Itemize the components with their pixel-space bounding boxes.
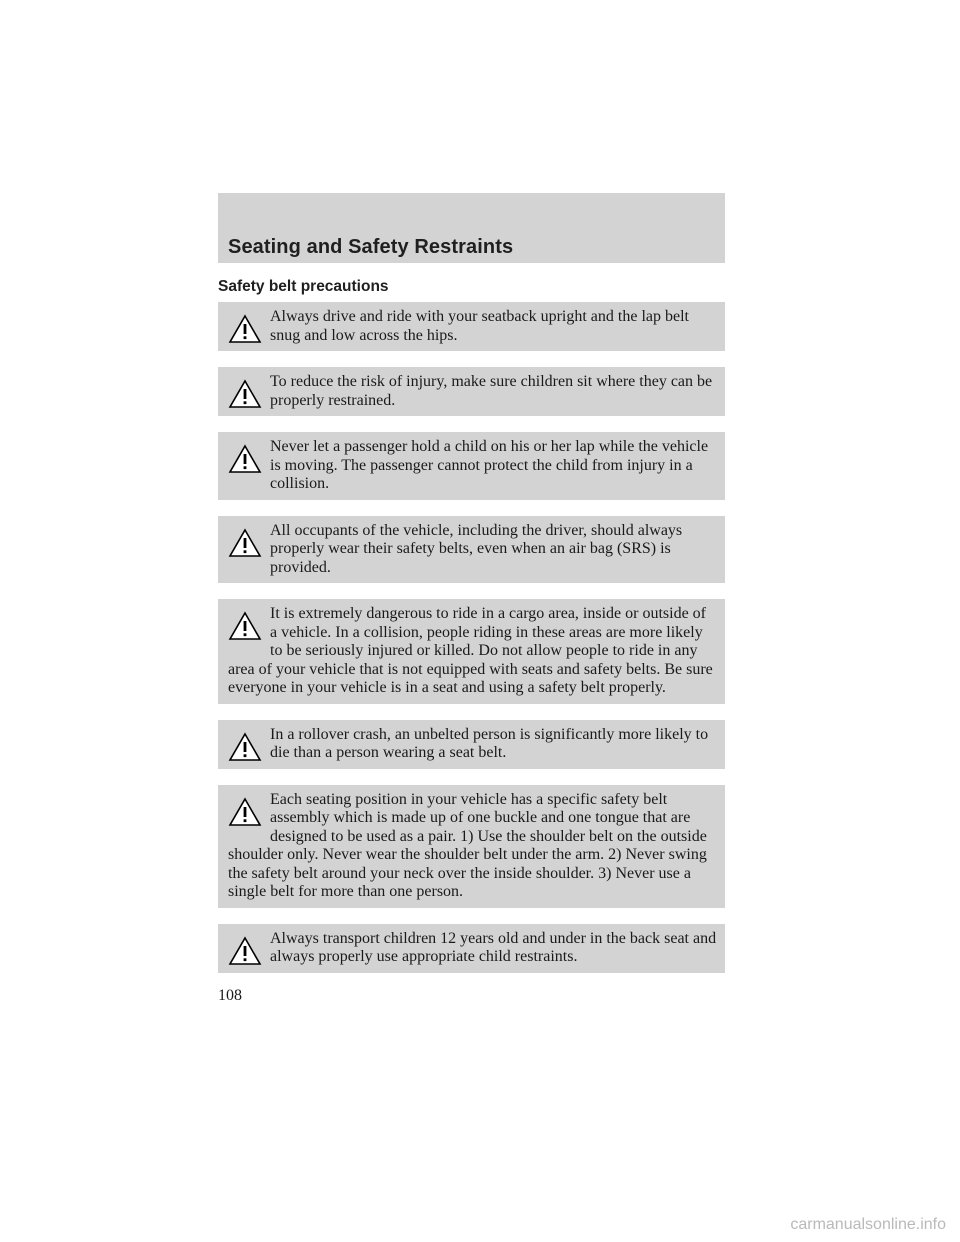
- warning-triangle-icon: [228, 528, 264, 560]
- warning-text: To reduce the risk of injury, make sure children sit where they can be properly restrained.: [270, 373, 713, 409]
- watermark[interactable]: carmanualsonline.info: [790, 1216, 946, 1233]
- warning-text: Each seating position in your vehicle has a specific safety belt assembly which is made up of one buckle and one tongue that are designed to be used as a pair. 1) Use the shoulder belt on the outside shoulder only. Never wear the shoulder belt under the arm. 2) Never swing the safety belt around your neck over the inside shoulder. 3) Never use a single belt for more than one person.: [228, 790, 707, 900]
- warning-text: It is extremely dangerous to ride in a cargo area, inside or outside of a vehicle. In a collision, people riding in these areas are more likely to be seriously injured or killed. Do not allow people to ride in any area of your vehicle that is not equipped with seats and safety belts. Be sure everyone in your vehicle is in a seat and using a safety belt properly.: [228, 605, 713, 696]
- sub-heading: Safety belt precautions: [218, 278, 389, 295]
- warning-text: Always drive and ride with your seatback upright and the lap belt snug and low across the hips.: [270, 308, 689, 344]
- warning-box: [218, 432, 725, 500]
- warning-text: All occupants of the vehicle, including the driver, should always properly wear their safety belts, even when an air bag (SRS) is provided.: [270, 521, 683, 576]
- warning-triangle-icon: [228, 611, 264, 643]
- warning-list: [218, 302, 725, 989]
- section-title: Seating and Safety Restraints: [228, 236, 514, 258]
- warning-triangle-icon: [228, 379, 264, 411]
- warning-box: [218, 924, 725, 973]
- warning-triangle-icon: [228, 732, 264, 764]
- warning-triangle-icon: [228, 936, 264, 968]
- page-number: 108: [218, 987, 242, 1004]
- warning-box: [218, 302, 725, 351]
- warning-text: Never let a passenger hold a child on his or her lap while the vehicle is moving. The passenger cannot protect the child from injury in a collision.: [270, 438, 709, 492]
- warning-text: Always transport children 12 years old and under in the back seat and always properly use appropriate child restraints.: [270, 929, 717, 965]
- warning-text: In a rollover crash, an unbelted person is significantly more likely to die than a person wearing a seat belt.: [270, 725, 709, 761]
- warning-triangle-icon: [228, 314, 264, 346]
- warning-box: [218, 785, 725, 908]
- warning-triangle-icon: [228, 444, 264, 476]
- warning-box: [218, 720, 725, 769]
- header-band: [218, 193, 725, 263]
- warning-box: [218, 516, 725, 584]
- warning-triangle-icon: [228, 797, 264, 829]
- warning-box: [218, 599, 725, 704]
- warning-box: [218, 367, 725, 416]
